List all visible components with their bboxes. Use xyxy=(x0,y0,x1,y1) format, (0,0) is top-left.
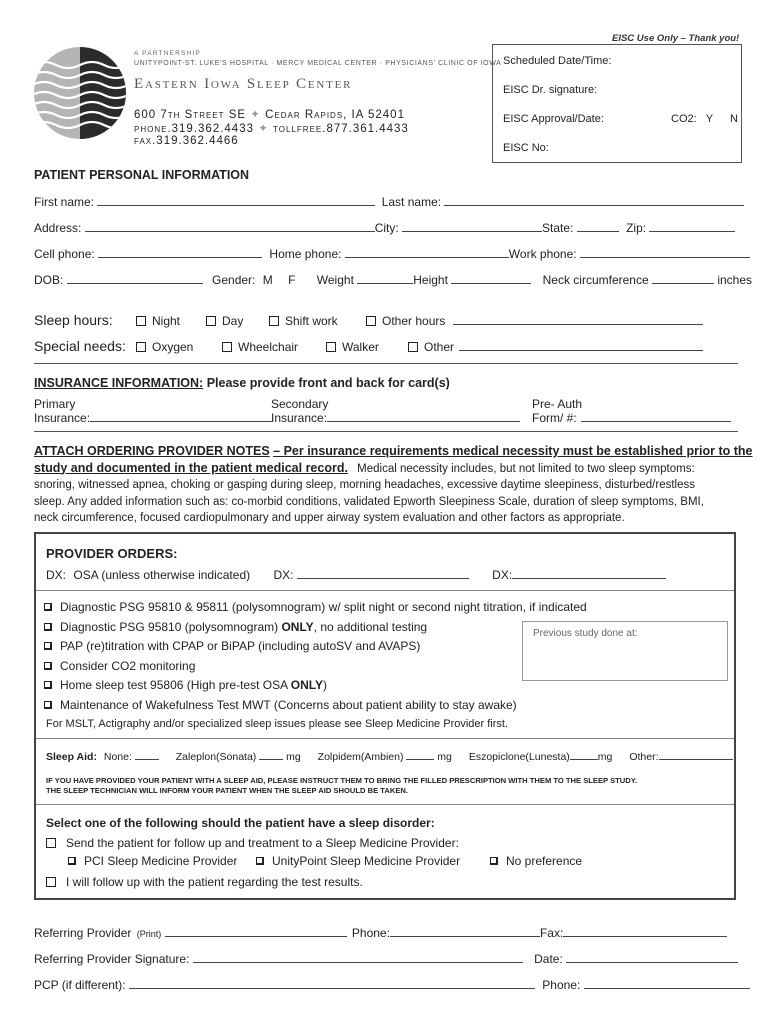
org-city: Cedar Rapids, IA 52401 xyxy=(265,109,405,121)
neck-label: Neck circumference xyxy=(542,273,649,287)
city-field[interactable] xyxy=(402,221,542,232)
disorder-no-pref[interactable] xyxy=(490,854,582,868)
eisc-header: EISC Use Only – Thank you! xyxy=(612,33,740,44)
checkbox-icon[interactable] xyxy=(44,623,52,631)
other-needs-field[interactable] xyxy=(459,340,703,351)
insurance-primary xyxy=(34,397,272,425)
order-emphasis: ONLY xyxy=(281,619,314,634)
checkbox-icon[interactable] xyxy=(408,342,418,352)
notes-title-rest: – Per insurance requirements medical necessity must be established prior to the xyxy=(273,444,753,458)
option-label: Walker xyxy=(342,340,379,354)
primary-label-1: Primary xyxy=(34,397,76,411)
order-item-psg-only[interactable] xyxy=(44,618,587,638)
orders-dx-row xyxy=(46,568,666,582)
unitypoint-label: UnityPoint Sleep Medicine Provider xyxy=(272,854,461,868)
home-phone-field[interactable] xyxy=(345,247,509,258)
order-emphasis: ONLY xyxy=(290,678,324,692)
sleep-hours-label: Sleep hours: xyxy=(34,312,113,328)
notes-title-line2: study and documented in the patient medical record. xyxy=(34,460,348,475)
insurance-secondary xyxy=(271,397,520,425)
divider xyxy=(36,738,734,739)
eszopiclone-field[interactable] xyxy=(570,751,598,760)
order-text-post: , no additional testing xyxy=(313,619,428,634)
dob-field[interactable] xyxy=(67,273,203,284)
preauth-field[interactable] xyxy=(581,411,731,422)
order-text: Diagnostic PSG 95810 & 95811 (polysomnogram) w/ split night or second night titration, if indicated xyxy=(60,600,587,614)
order-item-co2[interactable] xyxy=(44,657,587,677)
secondary-label-1: Secondary xyxy=(271,397,329,411)
row-dob xyxy=(34,273,752,287)
separator: ✦ xyxy=(258,123,274,135)
eisc-co2-y[interactable]: Y xyxy=(705,113,713,125)
sleep-aid-other: Other: xyxy=(629,751,659,763)
sleep-aid-none-field[interactable] xyxy=(135,751,159,760)
eisc-co2-n[interactable]: N xyxy=(729,113,738,125)
dx-osa: OSA (unless otherwise indicated) xyxy=(73,568,251,582)
dx-label-3: DX: xyxy=(492,568,513,582)
notes-body-3: sleep. Any added information such as: co-morbid conditions, validated Epworth Sleepiness Scale, duration of sleep symptoms, BMI, xyxy=(34,495,704,508)
mg-label: mg xyxy=(437,751,452,763)
row-pcp xyxy=(34,978,750,992)
provider-notes xyxy=(34,443,753,527)
pci-label: PCI Sleep Medicine Provider xyxy=(84,854,238,868)
date-label: Date: xyxy=(534,952,563,966)
checkbox-icon[interactable] xyxy=(366,316,376,326)
dx-label-2: DX: xyxy=(273,568,294,582)
inches-label: inches xyxy=(717,273,753,287)
dx-label-1: DX: xyxy=(46,568,67,582)
notice-line-1: IF YOU HAVE PROVIDED YOUR PATIENT WITH A SLEEP AID, PLEASE INSTRUCT THEM TO BRING THE FILLED PRESCRIPTION WITH THEM TO THE SLEEP STUDY. xyxy=(46,776,638,785)
order-text-post: ) xyxy=(323,678,328,692)
secondary-label-2: Insurance: xyxy=(271,411,328,425)
org-partnership: A PARTNERSHIP xyxy=(134,50,202,57)
signature-field[interactable] xyxy=(193,952,523,963)
previous-study-box[interactable] xyxy=(522,621,728,681)
preauth-label-2: Form/ #: xyxy=(532,411,577,425)
checkbox-icon[interactable] xyxy=(490,857,498,865)
mg-label: mg xyxy=(286,751,301,763)
checkbox-icon[interactable] xyxy=(136,342,146,352)
row-names xyxy=(34,195,744,209)
checkbox-icon[interactable] xyxy=(44,603,52,611)
checkbox-icon[interactable] xyxy=(46,838,56,848)
checkbox-icon[interactable] xyxy=(222,342,232,352)
insurance-heading xyxy=(34,376,450,390)
eisc-dr-signature: EISC Dr. signature: xyxy=(503,84,598,96)
weight-label: Weight xyxy=(316,273,354,287)
secondary-insurance-field[interactable] xyxy=(327,411,520,422)
checkbox-icon[interactable] xyxy=(256,857,264,865)
order-text: Home sleep test 95806 (High pre-test OSA xyxy=(60,678,291,692)
order-text: Consider CO2 monitoring xyxy=(60,658,196,673)
eisc-approval: EISC Approval/Date: xyxy=(503,113,604,125)
divider xyxy=(36,590,734,591)
eisc-co2 xyxy=(671,113,738,125)
option-label: Night xyxy=(152,314,181,328)
dob-label: DOB: xyxy=(34,273,64,287)
no-pref-label: No preference xyxy=(506,854,583,868)
orders-title: PROVIDER ORDERS: xyxy=(46,546,178,561)
org-fax: fax.319.362.4466 xyxy=(134,135,239,147)
signature-label: Referring Provider Signature: xyxy=(34,952,190,966)
option-label: Shift work xyxy=(285,314,338,328)
sleep-hours-day[interactable] xyxy=(206,314,243,328)
sleep-aid-label: Sleep Aid: xyxy=(46,751,97,763)
pcp-label: PCP (if different): xyxy=(34,978,126,992)
dx-field-2[interactable] xyxy=(297,568,469,579)
gender-label: Gender: xyxy=(212,273,256,287)
divider xyxy=(34,431,738,432)
disorder-title: Select one of the following should the patient have a sleep disorder: xyxy=(46,816,435,830)
row-address xyxy=(34,221,735,235)
last-name-label: Last name: xyxy=(381,195,442,209)
option-label: Oxygen xyxy=(152,340,194,354)
order-item-pap[interactable] xyxy=(44,637,587,657)
order-text: PAP (re)titration with CPAP or BiPAP (including autoSV and AVAPS) xyxy=(60,639,421,653)
send-label: Send the patient for follow up and treatment to a Sleep Medicine Provider: xyxy=(66,836,459,850)
option-label: Day xyxy=(222,314,244,328)
last-name-field[interactable] xyxy=(444,195,744,206)
zaleplon-field[interactable] xyxy=(259,751,283,760)
preauth-label-1: Pre- Auth xyxy=(532,397,583,411)
sleep-hours-night[interactable] xyxy=(136,314,180,328)
disorder-unitypoint[interactable] xyxy=(256,854,460,868)
dx-field-3[interactable] xyxy=(512,568,666,579)
order-item-home-sleep[interactable] xyxy=(44,676,587,696)
order-text: Diagnostic PSG 95810 (polysomnogram) xyxy=(60,619,282,634)
checkbox-icon[interactable] xyxy=(269,316,279,326)
row-signature xyxy=(34,952,738,966)
checkbox-icon[interactable] xyxy=(136,316,146,326)
work-phone-label: Work phone: xyxy=(508,247,577,261)
row-phones xyxy=(34,247,750,261)
neck-field[interactable] xyxy=(652,273,714,284)
pcp-phone-field[interactable] xyxy=(584,978,750,989)
state-label: State: xyxy=(542,221,574,235)
checkbox-icon[interactable] xyxy=(206,316,216,326)
cell-phone-label: Cell phone: xyxy=(34,247,95,261)
zip-field[interactable] xyxy=(649,221,735,232)
eisc-no: EISC No: xyxy=(503,142,549,154)
notes-body-1: Medical necessity includes, but not limited to two sleep symptoms: xyxy=(357,462,695,475)
logo xyxy=(32,45,128,141)
org-tollfree: tollfree.877.361.4433 xyxy=(273,123,409,135)
state-field[interactable] xyxy=(577,221,619,232)
sleep-aid-none: None: xyxy=(103,751,132,763)
print-label: (Print) xyxy=(136,929,162,939)
personal-title: PATIENT PERSONAL INFORMATION xyxy=(34,168,250,182)
follow-label: I will follow up with the patient regarding the test results. xyxy=(66,875,363,889)
referring-field[interactable] xyxy=(165,926,347,937)
special-needs-oxygen[interactable] xyxy=(136,340,193,354)
eisc-box xyxy=(492,44,742,163)
org-name: Eastern Iowa Sleep Center xyxy=(134,76,353,92)
height-field[interactable] xyxy=(451,273,531,284)
previous-study-label: Previous study done at: xyxy=(533,628,638,639)
notes-body-4: neck circumference, focused cardiopulmonary and upper airway system evaluation and other factors as appropriate. xyxy=(34,512,625,524)
gender-m[interactable]: M xyxy=(262,273,273,287)
disorder-pci[interactable] xyxy=(68,854,237,868)
address-field[interactable] xyxy=(85,221,375,232)
sleep-hours-other[interactable] xyxy=(366,314,703,328)
notes-title: ATTACH ORDERING PROVIDER NOTES xyxy=(34,444,270,458)
phone-label: Phone: xyxy=(351,926,390,940)
eisc-scheduled: Scheduled Date/Time: xyxy=(503,55,612,67)
pcp-phone-label: Phone: xyxy=(542,978,581,992)
insurance-subtitle: Please provide front and back for card(s) xyxy=(206,376,450,390)
city-label: City: xyxy=(374,221,399,235)
checkbox-icon[interactable] xyxy=(44,662,52,670)
special-needs-other[interactable] xyxy=(408,340,703,354)
order-item-mwt[interactable] xyxy=(44,696,587,716)
option-label: Other hours xyxy=(382,314,446,328)
checkbox-icon[interactable] xyxy=(44,701,52,709)
primary-insurance-field[interactable] xyxy=(90,411,272,422)
referring-fax-field[interactable] xyxy=(563,926,727,937)
home-phone-label: Home phone: xyxy=(269,247,342,261)
order-item-psg-split[interactable] xyxy=(44,598,587,618)
sleep-aid-notice xyxy=(46,776,637,796)
checkbox-icon[interactable] xyxy=(46,877,56,887)
first-name-field[interactable] xyxy=(97,195,375,206)
checkbox-icon[interactable] xyxy=(44,642,52,650)
sleep-aid-zolpidem: Zolpidem(Ambien) xyxy=(317,751,404,763)
row-referring xyxy=(34,926,727,940)
sleep-aid-other-field[interactable] xyxy=(659,751,733,760)
notes-body-2: snoring, witnessed apnea, choking or gasping during sleep, morning headaches, excessive daytime sleepiness, disturbed/restless xyxy=(34,479,695,491)
org-members: UNITYPOINT-ST. LUKE'S HOSPITAL · MERCY MEDICAL CENTER · PHYSICIANS' CLINIC OF IOWA xyxy=(134,60,502,67)
org-phone: phone.319.362.4433 xyxy=(134,123,254,135)
org-address: 600 7th Street SE xyxy=(134,109,247,121)
mslt-note: For MSLT, Actigraphy and/or specialized sleep issues please see Sleep Medicine Provider first. xyxy=(46,718,509,730)
special-needs-wheelchair[interactable] xyxy=(222,340,298,354)
sleep-hours-shift[interactable] xyxy=(269,314,338,328)
order-text: Maintenance of Wakefulness Test MWT (Concerns about patient ability to stay awake) xyxy=(60,697,517,712)
height-label: Height xyxy=(413,273,448,287)
pcp-field[interactable] xyxy=(129,978,535,989)
separator: ✦ xyxy=(250,109,266,121)
cell-phone-field[interactable] xyxy=(98,247,262,258)
orders-list xyxy=(44,598,587,735)
referring-phone-field[interactable] xyxy=(390,926,540,937)
divider xyxy=(34,363,738,364)
checkbox-icon[interactable] xyxy=(326,342,336,352)
sleep-aid-zaleplon: Zaleplon(Sonata) xyxy=(175,751,257,763)
referring-label: Referring Provider xyxy=(34,926,132,940)
address-label: Address: xyxy=(34,221,82,235)
primary-label-2: Insurance: xyxy=(34,411,91,425)
disorder-follow[interactable] xyxy=(46,875,363,889)
sleep-aid-row xyxy=(46,751,733,763)
org-address-line xyxy=(134,107,405,121)
option-label: Other xyxy=(424,340,455,354)
checkbox-icon[interactable] xyxy=(44,681,52,689)
mg-label: mg xyxy=(597,751,613,763)
date-field[interactable] xyxy=(566,952,738,963)
sleep-center-logo-icon xyxy=(32,45,128,141)
eisc-co2-label: CO2: xyxy=(671,113,697,125)
zip-label: Zip: xyxy=(626,221,647,235)
checkbox-icon[interactable] xyxy=(68,857,76,865)
zolpidem-field[interactable] xyxy=(406,751,434,760)
first-name-label: First name: xyxy=(34,195,95,209)
fax-label: Fax: xyxy=(539,926,564,940)
weight-field[interactable] xyxy=(357,273,413,284)
disorder-send[interactable] xyxy=(46,836,459,850)
special-needs-label: Special needs: xyxy=(34,338,126,354)
notice-line-2: THE SLEEP TECHNICIAN WILL INFORM YOUR PATIENT WHEN THE SLEEP AID SHOULD BE TAKEN. xyxy=(46,786,408,795)
special-needs-walker[interactable] xyxy=(326,340,379,354)
gender-f[interactable]: F xyxy=(288,273,296,287)
option-label: Wheelchair xyxy=(238,340,299,354)
org-phone-line xyxy=(134,121,409,135)
other-hours-field[interactable] xyxy=(453,314,703,325)
insurance-preauth xyxy=(532,397,731,425)
sleep-aid-eszopiclone: Eszopiclone(Lunesta) xyxy=(468,751,570,763)
insurance-title: INSURANCE INFORMATION: xyxy=(34,376,204,390)
divider xyxy=(36,804,734,805)
work-phone-field[interactable] xyxy=(580,247,750,258)
